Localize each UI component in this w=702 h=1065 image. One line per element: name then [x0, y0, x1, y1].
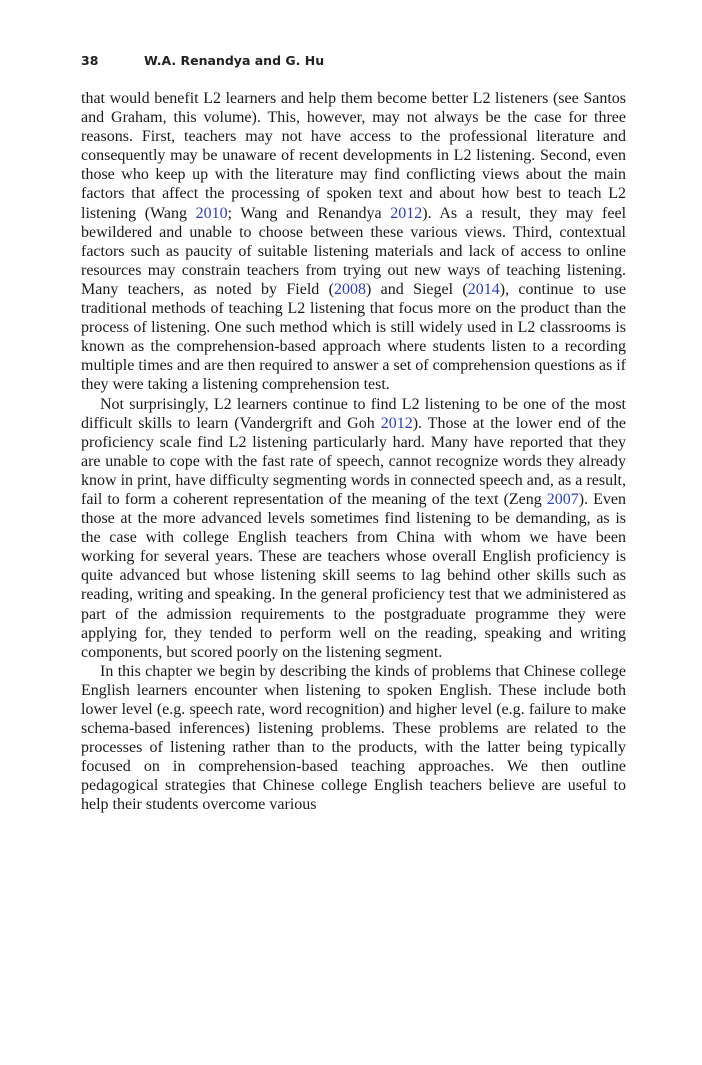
- running-title: W.A. Renandya and G. Hu: [144, 53, 325, 68]
- running-header: [81, 53, 324, 68]
- citation-link-vandergrift-goh-2012[interactable]: 2012: [380, 414, 413, 432]
- citation-link-field-2008[interactable]: 2008: [333, 280, 366, 298]
- citation-link-siegel-2014[interactable]: 2014: [467, 280, 500, 298]
- text-run: ), continue to use traditional methods of teaching L2 listening that focus more on the product than the process of listening. One such method which is still widely used in L2 classrooms is known as the comprehension-based approach where students listen to a recording multiple times and are then required to answer a set of comprehension questions as if they were taking a listening comprehension test.: [81, 280, 626, 394]
- citation-link-zeng-2007[interactable]: 2007: [546, 490, 579, 508]
- paragraph-3: [81, 662, 626, 815]
- paragraph-2: [81, 395, 626, 662]
- text-run: that would benefit L2 learners and help them become better L2 listeners (see Santos and Graham, this volume). This, however, may not always be the case for three reasons. First, teachers may not have access to the professional literature and consequently may be unaware of recent developments in L2 listening. Second, even those who keep up with the literature may find conflicting views about the main factors that affect the processing of spoken text and about how best to teach L2 listening (Wang: [81, 90, 626, 222]
- citation-link-wang-renandya-2012[interactable]: 2012: [390, 204, 423, 222]
- paragraph-1: [81, 89, 626, 395]
- body-text: [81, 89, 626, 815]
- text-run: ). Those at the lower end of the proficiency scale find L2 listening particularly hard. Many have reported that they are unable to cope with the fast rate of speech, cannot recognize words they already know in print, have difficulty segmenting words in connected speech and, as a result, fail to form a coherent representation of the meaning of the text (Zeng: [81, 414, 626, 508]
- citation-link-wang-2010[interactable]: 2010: [195, 204, 228, 222]
- text-run: In this chapter we begin by describing the kinds of problems that Chinese college English learners encounter when listening to spoken English. These include both lower level (e.g. speech rate, word recognition) and higher level (e.g. failure to make schema-based inferences) listening problems. These problems are related to the processes of listening rather than to the products, with the latter being typically focused on in comprehension-based teaching approaches. We then outline pedagogical strategies that Chinese college English teachers believe are useful to help their students overcome various: [81, 662, 626, 814]
- page-number: 38: [81, 53, 99, 68]
- text-run: ). As a result, they may feel bewildered and unable to choose between these various views. Third, contextual factors such as paucity of suitable listening materials and lack of access to online resources may constrain teachers from trying out new ways of teaching listening. Many teachers, as noted by Field (: [81, 204, 627, 298]
- text-run: Not surprisingly, L2 learners continue to find L2 listening to be one of the most difficult skills to learn (Vandergrift and Goh: [81, 395, 626, 432]
- text-run: ; Wang and Renandya: [227, 204, 391, 222]
- text-run: ). Even those at the more advanced levels sometimes find listening to be demanding, as is the case with college English teachers from China with whom we have been working for several years. These are teachers whose overall English proficiency is quite advanced but whose listening skill seems to lag behind other skills such as reading, writing and speaking. In the general proficiency test that we administered as part of the admission requirements to the postgraduate programme they were applying for, they tended to perform well on the reading, speaking and writing components, but scored poorly on the listening segment.: [81, 490, 627, 661]
- text-run: ) and Siegel (: [365, 280, 468, 298]
